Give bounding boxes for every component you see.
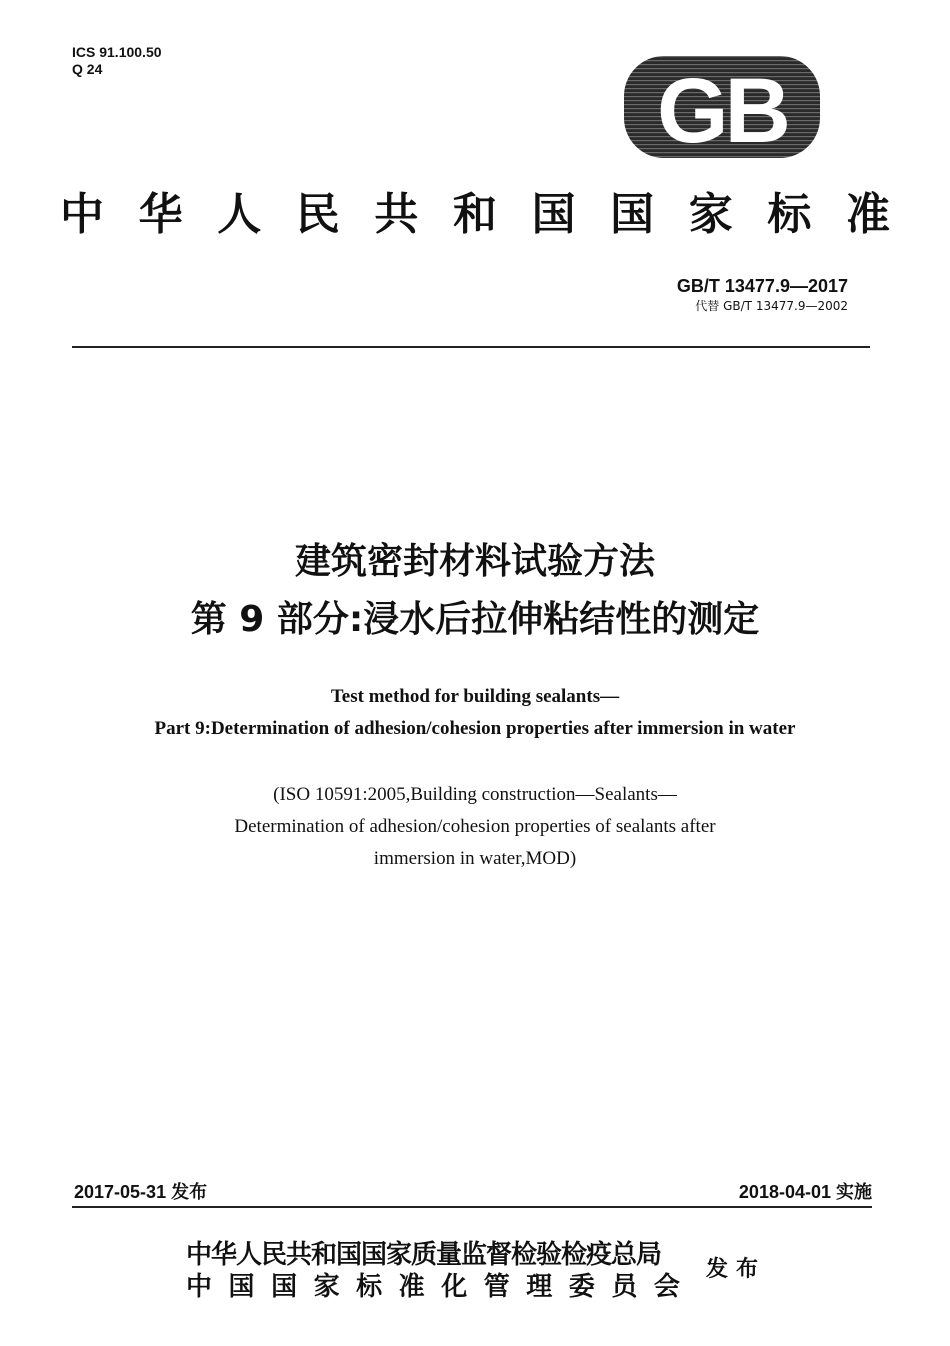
publisher-line-2-char: 国 [228,1272,255,1302]
publisher-line-2-char: 会 [653,1272,680,1302]
publisher-line-1: 中华人民共和国国家质量监督检验检疫总局 [186,1240,662,1270]
org-title-char: 家 [688,189,733,240]
gb-logo-text: GB [657,60,787,158]
org-title-char: 准 [845,189,890,240]
publisher-line-2-char: 准 [398,1272,425,1302]
standard-number: GB/T 13477.9—2017 [676,276,848,296]
publisher-line-2-char: 中 [186,1272,213,1302]
english-title-line-2: Part 9:Determination of adhesion/cohesion properties after immersion in water [154,718,796,739]
org-title-char: 国 [531,189,576,240]
ccs-code: Q 24 [72,61,103,77]
issue-date: 2017-05-31 发布 [74,1182,208,1202]
publisher-line-2-char: 管 [483,1272,510,1302]
org-title [60,180,890,250]
bottom-divider [72,1206,872,1208]
ics-code: ICS 91.100.50 [72,44,162,60]
gb-logo [624,56,820,158]
iso-reference-line-1: (ISO 10591:2005,Building construction—Sealants— [273,784,677,805]
org-title-char: 国 [610,189,655,240]
publisher-line-2-char: 国 [271,1272,298,1302]
org-title-char: 和 [452,189,497,240]
org-title-char: 标 [767,189,812,240]
org-title-char: 共 [374,189,419,240]
iso-reference-line-3: immersion in water,MOD) [373,848,577,869]
publisher-line-2-char: 员 [611,1272,638,1302]
replaces-standard: 代替 GB/T 13477.9—2002 [695,299,848,313]
publisher-line-2 [186,1272,680,1302]
chinese-title-line-1: 建筑密封材料试验方法 [294,541,655,582]
publisher-line-2-char: 化 [441,1272,468,1302]
english-title-line-1: Test method for building sealants— [330,686,620,707]
org-title-char: 中 [60,189,104,240]
publish-label: 发布 [706,1257,767,1282]
gb-logo-icon [624,56,820,158]
iso-reference-line-2: Determination of adhesion/cohesion properties of sealants after [234,816,716,837]
top-divider [72,346,870,348]
org-title-char: 人 [217,189,262,240]
implementation-date: 2018-04-01 实施 [738,1182,872,1202]
org-title-char: 华 [138,189,183,240]
classification-codes [72,44,272,78]
publisher-line-2-char: 理 [526,1272,553,1302]
org-title-char: 民 [295,189,340,240]
publisher-line-2-char: 家 [313,1272,340,1302]
publisher-line-2-char: 标 [356,1272,383,1302]
chinese-title-line-2: 第 9 部分:浸水后拉伸粘结性的测定 [190,599,760,640]
publisher-line-2-char: 委 [568,1272,595,1302]
